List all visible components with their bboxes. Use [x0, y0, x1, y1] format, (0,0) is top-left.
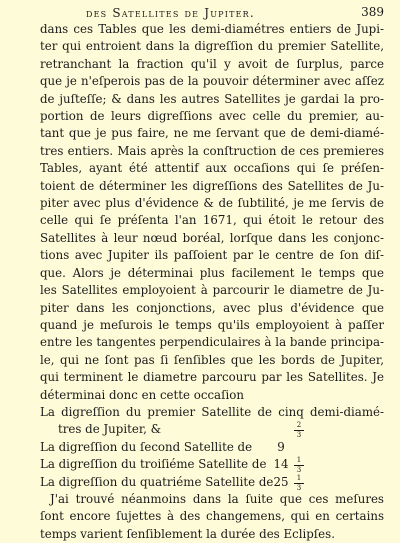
text-line: tions avec Jupiter ils paſſoient par le centre de ſon diſ-	[40, 248, 384, 263]
text-line: J'ai trouvé néanmoins dans la ſuite que ces meſures	[50, 491, 384, 506]
table-row	[40, 456, 384, 473]
page-number: 389	[361, 5, 384, 19]
running-title: des Satellites de Jupiter.	[86, 6, 255, 20]
text-line: de juſteſſe; & dans les autres Satellites je gardai la pro-	[40, 91, 384, 106]
fraction-numerator: 1	[296, 473, 302, 482]
table-row-label: La digreſſion du quatriéme Satellite de	[40, 474, 274, 489]
text-line: portion de leurs digreſſions avec celle du premier, au-	[40, 109, 384, 124]
text-line: tres entiers. Mais après la conſtruction de ces premieres	[40, 143, 384, 158]
fraction-denominator: 3	[296, 431, 302, 440]
fraction-denominator: 3	[296, 483, 302, 492]
fraction	[294, 457, 304, 474]
table-row	[40, 474, 384, 491]
text-line: piter dans les conjonctions, avec plus d'évidence que	[40, 300, 384, 315]
text-line: le, qui ne ſont pas ſi ſenſibles que les bords de Jupiter,	[40, 352, 384, 367]
text-line: déterminai donc en cette occaſion	[40, 387, 244, 402]
fraction-numerator: 2	[296, 421, 302, 430]
table-row-label: La digreſſion du ſecond Satellite de	[40, 439, 253, 454]
text-line: temps varient ſenſiblement la durée des Eclipſes.	[40, 526, 335, 541]
text-line: piter avec plus d'évidence & de ſubtilité, je me ſervis de	[40, 196, 384, 211]
text-line: tant que je pus faire, ne me ſervant que de demi-diamé-	[40, 126, 384, 141]
fraction	[294, 475, 304, 492]
table-row	[40, 439, 384, 456]
paragraph-1	[40, 21, 384, 404]
text-line: ter qui entroient dans la digreſſion du premier Satellite,	[40, 39, 384, 54]
table-row-label: tres de Jupiter, &	[58, 422, 162, 437]
body-text	[40, 21, 384, 543]
table-row-value: 25	[273, 474, 289, 489]
paragraph-2	[40, 491, 384, 543]
text-line: Satellites à leur nœud boréal, lorſque dans les conjonc-	[40, 230, 384, 245]
fraction-numerator: 1	[296, 456, 302, 465]
table-row-value: 14	[273, 457, 289, 472]
table-row	[40, 421, 384, 438]
fraction-denominator: 3	[296, 466, 302, 475]
text-line: que je n'eſperois pas de la pouvoir déterminer avec aſſez	[40, 74, 384, 89]
text-line: les Satellites employoient à parcourir le diametre de Ju-	[40, 283, 384, 298]
text-line: ſont encore ſujettes à des changemens, qui en certains	[40, 509, 384, 524]
text-line: entre les tangentes perpendiculaires à la bande principa-	[40, 335, 384, 350]
table-row-value: 9	[277, 439, 285, 454]
text-line: toient de déterminer les digreſſions des Satellites de Ju-	[40, 178, 384, 193]
text-line: que. Alors je déterminai plus facilement le temps que	[40, 265, 384, 280]
text-line: Tables, ayant été attentif aux occaſions qui ſe préſen-	[40, 161, 384, 176]
fraction	[294, 422, 304, 439]
text-line: dans ces Tables que les demi-diamétres entiers de Jupi-	[40, 22, 384, 36]
text-line: quand je meſurois le temps qu'ils employoient à paſſer	[40, 317, 384, 332]
text-line: retranchant la fraction qu'il y avoit de ſurplus, parce	[40, 56, 384, 71]
table-row-label: La digreſſion du troiſiéme Satellite de	[40, 457, 267, 472]
table-row-first-label: La digreſſion du premier Satellite de cinq demi-diamé-	[40, 404, 384, 419]
text-line: celle qui ſe préſenta l'an 1671, qui étoit le retour des	[40, 213, 384, 228]
digression-table	[40, 404, 384, 491]
text-line: qui terminent le diametre parcouru par les Satellites. Je	[40, 370, 384, 385]
